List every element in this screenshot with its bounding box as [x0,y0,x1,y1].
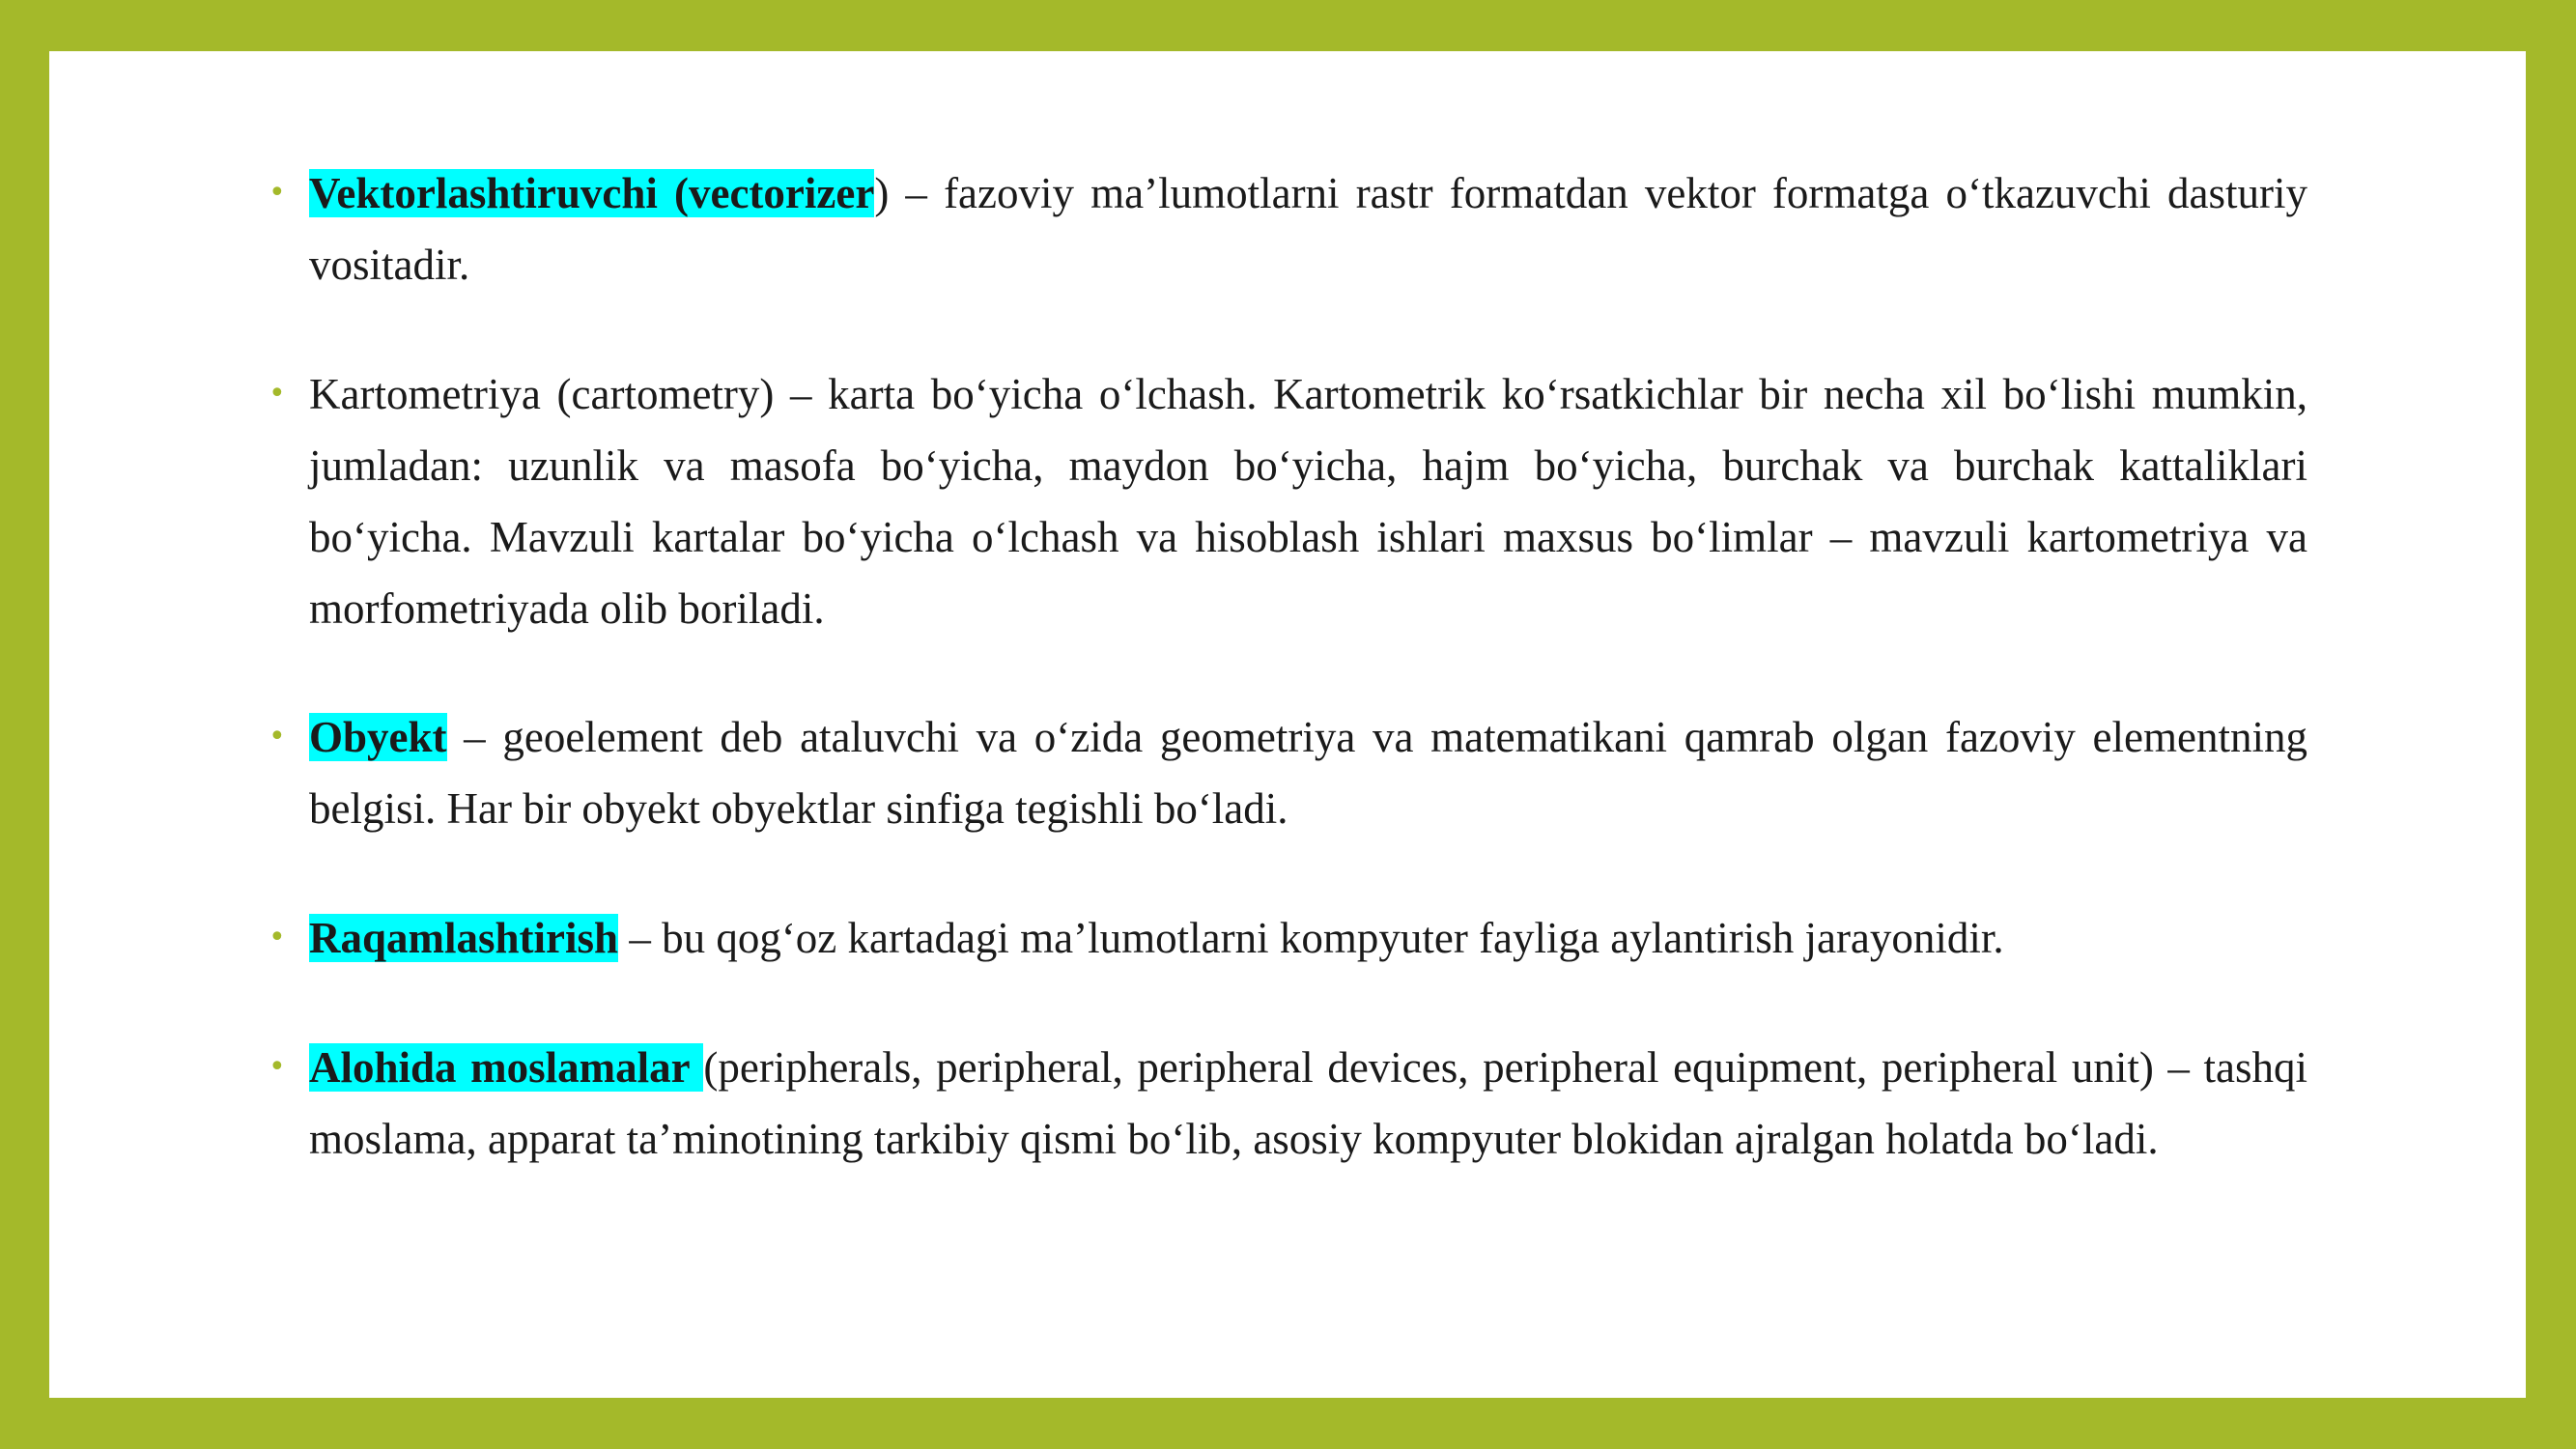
list-item-object [269,701,2307,844]
list-item-cartometry [269,358,2307,644]
bullet-icon: • [269,720,286,753]
bullet-icon: • [269,377,286,411]
definition-peripherals: (peripherals, peripheral, peripheral devices, peripheral equipment, peripheral unit) – tashqi moslama, apparat ta’minotining tarkibiy qismi bo‘lib, asosiy kompyuter blokidan ajralgan holatda bo‘ladi. [309,1043,2307,1163]
bullet-icon: • [269,1050,286,1084]
bullet-icon: • [269,176,286,210]
definition-object: – geoelement deb ataluvchi va o‘zida geometriya va matematikani qamrab olgan fazoviy elementning belgisi. Har bir obyekt obyektlar sinfiga tegishli bo‘ladi. [309,713,2307,833]
definition-cartometry: Kartometriya (cartometry) – karta bo‘yicha o‘lchash. Kartometrik ko‘rsatkichlar bir necha xil bo‘lishi mumkin, jumladan: uzunlik va masofa bo‘yicha, maydon bo‘yicha, hajm bo‘yicha, burchak va burchak kattaliklari bo‘yicha. Mavzuli kartalar bo‘yicha o‘lchash va hisoblash ishlari maxsus bo‘limlar – mavzuli kartometriya va morfometriyada olib boriladi. [309,370,2307,633]
term-digitizing: Raqamlashtirish [309,914,619,962]
list-item-digitizing [269,902,2307,974]
slide-content-area [49,51,2526,1398]
list-item-vectorizer [269,157,2308,300]
term-vectorizer: Vektorlashtiruvchi (vectorizer [309,169,875,217]
term-peripherals: Alohida moslamalar [309,1043,704,1092]
definition-vectorizer: ) – fazoviy ma’lumotlarni rastr formatdan vektor formatga o‘tkazuvchi dasturiy vositadir. [309,169,2308,289]
definition-digitizing: – bu qog‘oz kartadagi ma’lumotlarni kompyuter fayliga aylantirish jarayonidir. [618,914,2004,962]
term-object: Obyekt [309,713,447,761]
definition-list [49,51,2526,1398]
list-item-peripherals [269,1032,2307,1175]
bullet-icon: • [269,921,286,954]
